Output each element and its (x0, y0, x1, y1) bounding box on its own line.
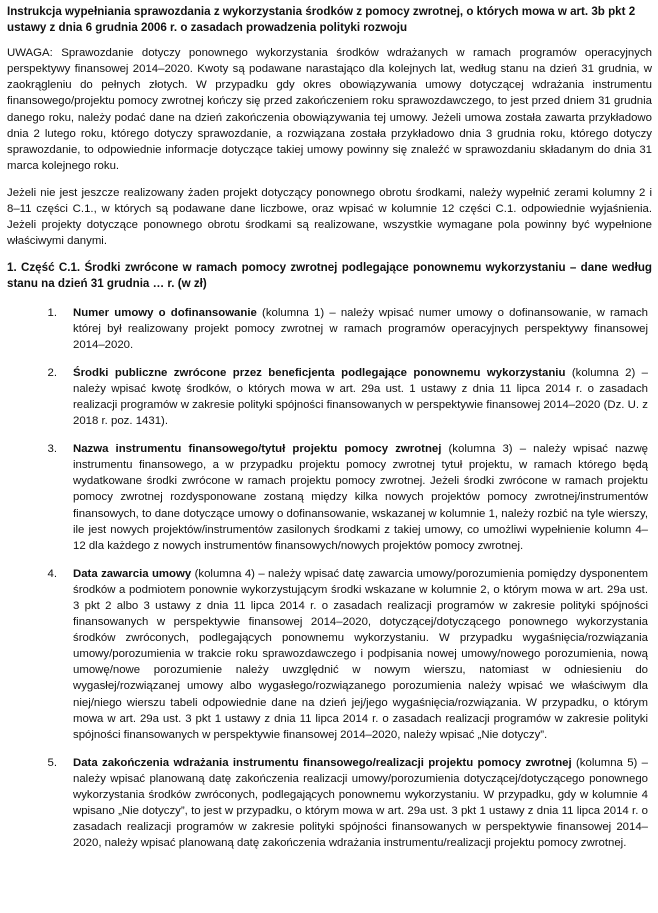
item-text: (kolumna 4) – należy wpisać datę zawarcia umowy/porozumienia pomiędzy dysponentem środków a podmiotem ponownie wykorzystującym środki wskazane w kolumnie 2, o którym mowa w art. 29a ust. 3 pkt 2 albo 3 ustawy z dnia 11 lipca 2014 r. o zasadach realizacji programów w zakresie polityki spójności finansowanych w perspektywie finansowej 2014–2020, dotyczącej/dotyczącego ponownego wykorzystania środków zwróconych, podlegających ponownemu wykorzystaniu. W przypadku wygaśnięcia/rozwiązania umowy/porozumienia w trakcie roku sprawozdawczego i podpisania nowej umowy/nowego porozumienia, nową umowę/nowe porozumienie należy uwzględnić w nowym wierszu, natomiast w odniesieniu do wygasłej/rozwiązanej umowy albo wygasłego/rozwiązanego porozumienia należy wpisać we właściwym dla niej/niego wierszu tabeli odpowiednie dane na dzień jej/jego wygaśnięcia/rozwiązania. W przypadku, o którym mowa w art. 29a ust. 3 pkt 1 ustawy z dnia 11 lipca 2014 r. o zasadach realizacji programów w zakresie polityki spójności finansowanych w perspektywie finansowej 2014–2020, należy wpisać „Nie dotyczy”. (73, 567, 648, 741)
item-heading: Nazwa instrumentu finansowego/tytuł projektu pomocy zwrotnej (73, 443, 442, 456)
list-item (7, 441, 652, 554)
list-item (7, 305, 652, 353)
intro-paragraph: Jeżeli nie jest jeszcze realizowany żaden projekt dotyczący ponownego obrotu środkami, należy wypełnić zerami kolumny 2 i 8–11 części C.1., w których są podawane dane liczbowe, oraz wpisać w kolumnie 12 części C.1. odpowiednie wyjaśnienia. Jeżeli projekty dotyczące ponownego obrotu środkami są realizowane, wszystkie wymagane pola powinny być wypełnione właściwymi danymi. (7, 186, 652, 248)
item-text: (kolumna 1) – należy wpisać numer umowy o dofinansowanie, w ramach której był realizowany projekt pomocy zwrotnej w ramach programów operacyjnych perspektywy finansowej 2014–2020. (73, 306, 648, 351)
item-number: 5. (47, 756, 57, 769)
item-body (73, 365, 652, 429)
item-number: 1. (47, 306, 57, 319)
list-item (7, 566, 652, 743)
instruction-list (7, 305, 652, 852)
item-body (73, 755, 652, 852)
item-heading: Data zakończenia wdrażania instrumentu finansowego/realizacji projektu pomocy zwrotnej (73, 756, 572, 769)
item-text: (kolumna 5) – należy wpisać planowaną datę zakończenia realizacji umowy/porozumienia dotyczącej/dotyczącego ponownego wykorzystania środków zwróconych, podlegających ponownemu wykorzystaniu. W przypadku, gdy w kolumnie 4 wpisano „Nie dotyczy”, to jest w przypadku, o którym mowa w art. 29a ust. 3 pkt 1 ustawy z dnia 11 lipca 2014 r. o zasadach realizacji programów w zakresie polityki spójności finansowanych w perspektywie finansowej 2014–2020, należy wpisać planowaną datę zakończenia wdrażania instrumentu/realizacji projektu pomocy zwrotnej. (73, 756, 648, 850)
item-text: (kolumna 2) – należy wpisać kwotę środków, o których mowa w art. 29a ust. 1 ustawy z dnia 11 lipca 2014 r. o zasadach realizacji programów w zakresie polityki spójności finansowanych w perspektywie finansowej 2014–2020 (Dz. U. z 2018 r. poz. 1431). (73, 366, 648, 428)
item-body (73, 305, 652, 353)
item-number: 3. (47, 443, 57, 456)
list-item (7, 755, 652, 852)
item-number: 4. (47, 567, 57, 580)
note-paragraph: UWAGA: Sprawozdanie dotyczy ponownego wykorzystania środków wdrażanych w ramach programów operacyjnych perspektywy finansowej 2014–2020. Kwoty są podawane narastająco dla kolejnych lat, według stanu na dzień 31 grudnia, w zaokrągleniu do pełnych złotych. W przypadku gdy okres obowiązywania umowy dotyczącej wdrażania instrumentu finansowego/projektu pomocy zwrotnej kończy się przed zakończeniem roku sprawozdawczego, to jest przed dniem 31 grudnia danego roku, należy podać dane na dzień zakończenia obowiązywania tej umowy. Jeżeli umowa została zawarta przykładowo dnia 2 lutego roku, którego dotyczy sprawozdanie, a rozwiązana została przykładowo dnia 3 grudnia roku, którego dotyczy sprawozdanie, to odpowiednie informacje dotyczące takiej umowy powinny się znaleźć w sprawozdaniu składanym do dnia 31 marca kolejnego roku. (7, 47, 652, 172)
item-body (73, 441, 652, 554)
item-body (73, 566, 652, 743)
item-heading: Data zawarcia umowy (73, 567, 192, 580)
item-heading: Środki publiczne zwrócone przez beneficjenta podlegające ponownemu wykorzystaniu (73, 366, 566, 379)
item-text: (kolumna 3) – należy wpisać nazwę instrumentu finansowego, a w przypadku projektu pomocy zwrotnej tytuł projektu, w ramach którego będą wydatkowane środki zwrócone w ramach projektu pomocy zwrotnej. Jeżeli środki zwrócone w ramach projektu pomocy zwrotnej rozdysponowane zostaną między kilka nowych projektów pomocy zwrotnej/instrumentów finansowych, to dane dotyczące umowy o dofinansowanie, wskazanej w kolumnie 1, należy rozbić na tyle wierszy, ile jest nowych projektów/instrumentów zasilonych środkami z takiej umowy, co umożliwi wypełnienie kolumn 4–12 dla każdego z nowych instrumentów finansowych/nowych projektów pomocy zwrotnej. (73, 443, 648, 552)
list-item (7, 365, 652, 429)
item-number: 2. (47, 366, 57, 379)
section-heading: 1. Część C.1. Środki zwrócone w ramach pomocy zwrotnej podlegające ponownemu wykorzystaniu – dane według stanu na dzień 31 grudnia … r. (w zł) (7, 261, 652, 291)
document-title: Instrukcja wypełniania sprawozdania z wykorzystania środków z pomocy zwrotnej, o których mowa w art. 3b pkt 2 ustawy z dnia 6 grudnia 2006 r. o zasadach prowadzenia polityki rozwoju (7, 5, 636, 35)
item-heading: Numer umowy o dofinansowanie (73, 306, 257, 319)
